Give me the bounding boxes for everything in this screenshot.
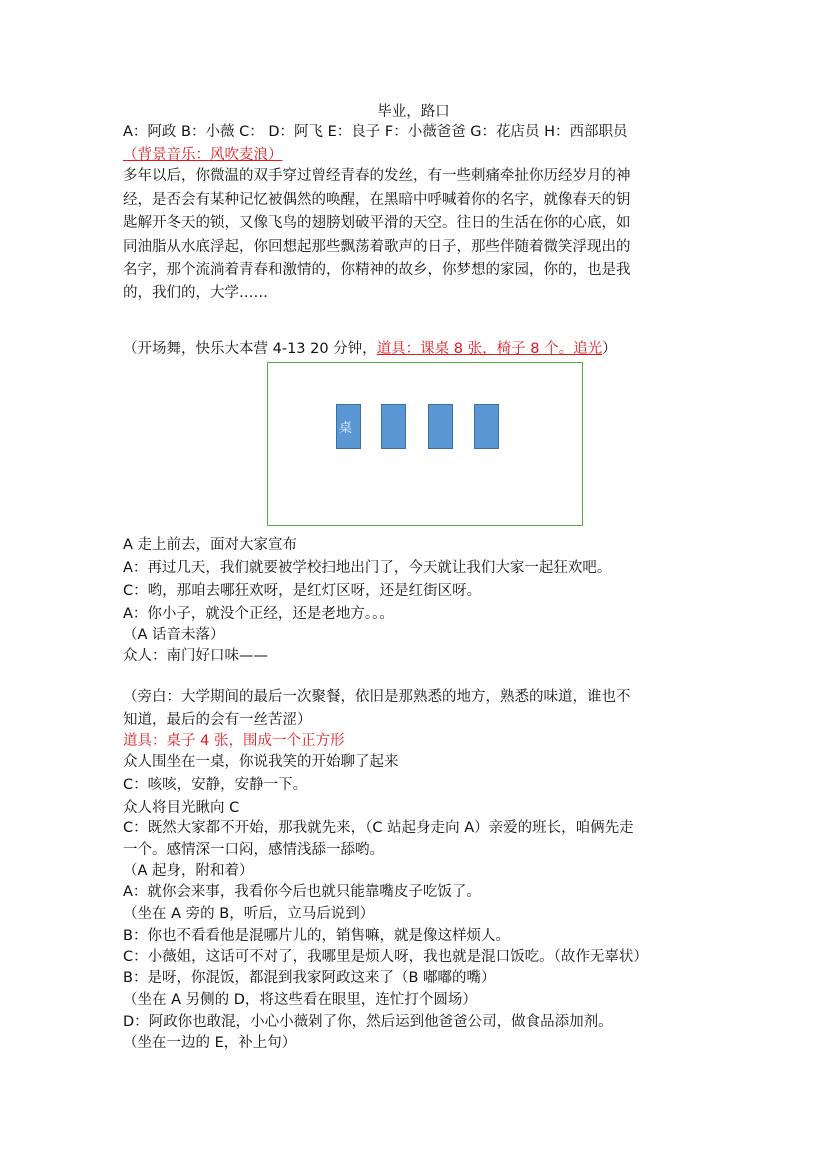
script-line: A：就你会来事，我看你今后也就只能靠嘴皮子吃饭了。 [123,884,481,900]
opening-props: 道具：课桌 8 张，椅子 8 个。追光 [376,341,603,357]
script-line: 一个。感情深一口闷，感情浅舔一舔哟。 [123,842,384,858]
script-line: 众人：南门好口味—— [123,648,268,664]
narration-line: （旁白：大学期间的最后一次聚餐，依旧是那熟悉的地方，熟悉的味道，谁也不 [123,689,631,705]
script-line: 众人将目光瞅向 C [123,800,240,816]
desk-label: 桌 [339,421,353,436]
desk-shape [474,404,499,449]
narration-line: 知道，最后的会有一丝苦涩） [123,712,312,728]
script-line: C：哟，那咱去哪狂欢呀，是红灯区呀，还是红街区呀。 [123,583,482,599]
script-line: C：小薇姐，这话可不对了，我哪里是烦人呀，我也就是混口饭吃。（故作无辜状） [123,949,648,965]
desk-shape [428,404,453,449]
opening-stage-direction [123,339,617,359]
script-line: A：你小子，就没个正经，还是老地方。。。 [123,606,394,622]
stage-layout-diagram [267,362,583,526]
intro-line: 名字，那个流淌着青春和激情的，你精神的故乡，你梦想的家园，你的，也是我 [123,262,631,278]
intro-line: 同油脂从水底浮起，你回想起那些飘荡着歌声的日子，那些伴随着微笑浮现出的 [123,239,631,255]
document-title: 毕业，路口 [377,104,450,120]
script-line: C：既然大家都不开始，那我就先来，（C 站起身走向 A）亲爱的班长，咱俩先走 [123,820,634,836]
script-line: 众人围坐在一桌，你说我笑的开始聊了起来 [123,754,399,770]
script-line: D：阿政你也敢混，小心小薇剁了你，然后运到他爸爸公司，做食品添加剂。 [123,1014,613,1030]
script-line: （坐在一边的 E，补上句） [123,1035,297,1051]
script-line: （坐在 A 旁的 B，听后，立马后说到） [123,906,375,922]
script-line: B：你也不看看他是混哪片儿的，销售嘛，就是像这样烦人。 [123,928,510,944]
intro-line: 的，我们的，大学…… [123,285,268,301]
intro-line: 经，是否会有某种记忆被偶然的唤醒，在黑暗中呼喊着你的名字，就像春天的钥 [123,192,631,208]
opening-prefix: （开场舞，快乐大本营 4-13 20 分钟， [123,341,377,357]
desk-shape [381,404,406,449]
script-line: A 走上前去，面对大家宣布 [123,537,298,553]
intro-line: 多年以后，你微温的双手穿过曾经青春的发丝，有一些刺痛牵扯你历经岁月的神 [123,168,631,184]
script-line: （A 起身，附和着） [123,863,254,879]
intro-line: 匙解开冬天的锁，又像飞鸟的翅膀划破平滑的天空。往日的生活在你的心底，如 [123,215,631,231]
script-line: C：咳咳，安静，安静一下。 [123,777,308,793]
desk-shape [336,404,361,449]
script-line: （坐在 A 另侧的 D，将这些看在眼里，连忙打个圆场） [123,992,477,1008]
props-note: 道具：桌子 4 张，围成一个正方形 [123,733,345,749]
script-line: （A 话音未落） [123,627,225,643]
cast-list: A：阿政 B：小薇 C： D：阿飞 E：良子 F：小薇爸爸 G：花店员 H：西部职员 [123,124,628,140]
opening-suffix: ） [602,341,617,357]
script-line: B：是呀，你混饭，都混到我家阿政这来了（B 嘟嘟的嘴） [123,970,496,986]
script-line: A：再过几天，我们就要被学校扫地出门了，今天就让我们大家一起狂欢吧。 [123,560,612,576]
background-music-note: （背景音乐：风吹麦浪） [123,147,283,163]
